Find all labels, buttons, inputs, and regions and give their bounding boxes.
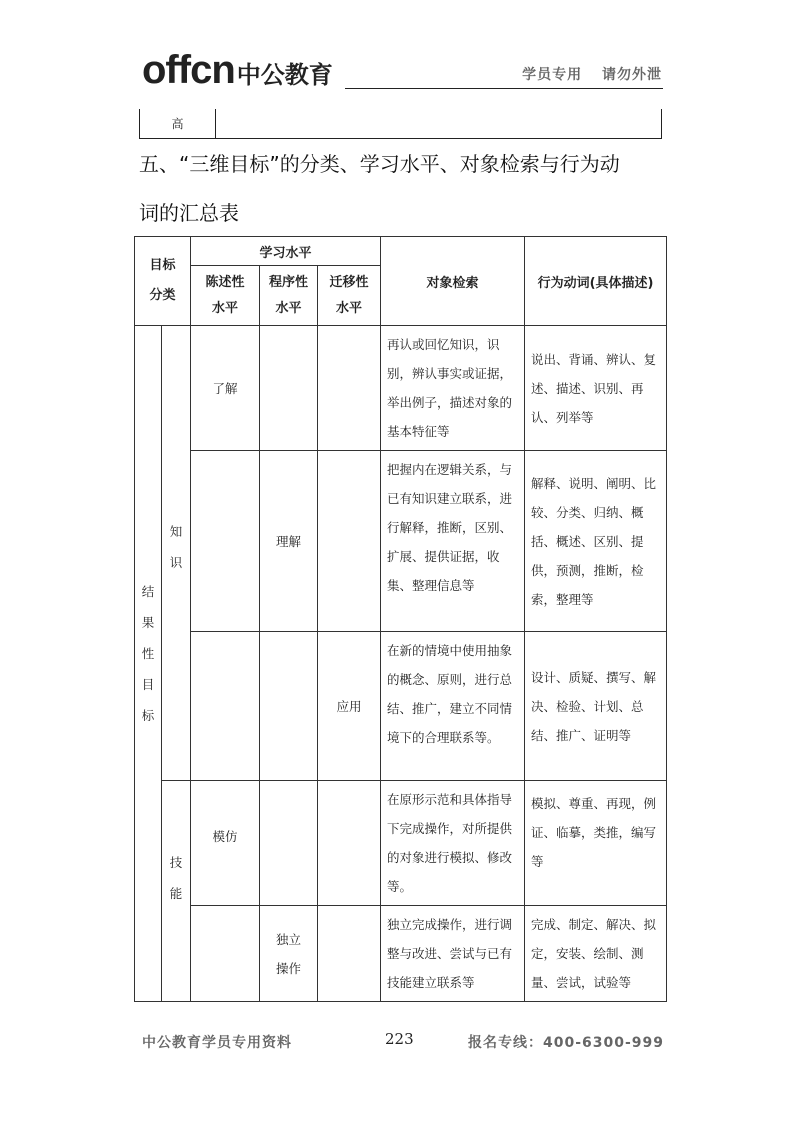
row3-object: 在新的情境中使用抽象的概念、原则，进行总结、推广，建立不同情境下的合理联系等。 [381,632,525,781]
row3-transfer: 应用 [318,632,381,781]
row4-object: 在原形示范和具体指导下完成操作，对所提供的对象进行模拟、修改等。 [381,781,525,906]
row3-verbs: 设计、质疑、撰写、解决、检验、计划、总结、推广、证明等 [525,632,667,781]
header-category [135,237,191,326]
row4-transfer [318,781,381,906]
row4-procedural [260,781,318,906]
header-learning-level: 学习水平 [191,237,381,266]
skill-char: 技 [169,855,183,870]
row5-procedural-l2: 操作 [276,960,302,976]
header-category-l1: 目标 [149,258,176,273]
logo-text-cn: 中公教育 [236,61,333,89]
row1-verbs: 说出、背诵、辨认、复述、描述、识别、再认、列举等 [525,326,667,451]
row5-declarative [191,906,260,1002]
row2-object: 把握内在逻辑关系，与已有知识建立联系，进行解释，推断，区别、扩展、提供证据，收集、整理信息等 [381,451,525,632]
offcn-logo [142,50,333,90]
summary-table [134,236,667,1002]
row1-procedural [260,326,318,451]
header-category-l2: 分类 [149,288,176,303]
outcome-char: 标 [141,708,155,723]
outcome-char: 目 [141,677,155,692]
row5-procedural [260,906,318,1002]
header-object: 对象检索 [381,237,525,326]
header-procedural-l1: 程序性 [269,274,309,290]
knowledge-label [162,326,191,781]
logo-text-en: offcn [142,48,235,92]
row1-transfer [318,326,381,451]
header-transfer [318,266,381,326]
previous-table-cell: 高 [140,109,216,138]
row3-declarative [191,632,260,781]
header-verb: 行为动词(具体描述) [525,237,667,326]
previous-table-row [139,109,662,139]
row5-transfer [318,906,381,1002]
section-heading-line1: 五、“三维目标”的分类、学习水平、对象检索与行为动 [139,152,620,176]
row5-procedural-l1: 独立 [276,931,302,947]
row4-declarative: 模仿 [191,781,260,906]
outcome-char: 结 [141,584,155,599]
outcome-goal-label [135,326,162,1002]
section-heading-line2: 词的汇总表 [139,201,239,225]
outcome-char: 性 [141,646,155,661]
row3-procedural [260,632,318,781]
header-declarative-l2: 水平 [212,300,239,316]
knowledge-char: 识 [169,555,183,570]
row1-object: 再认或回忆知识，识别，辨认事实或证据，举出例子，描述对象的基本特征等 [381,326,525,451]
header-procedural-l2: 水平 [275,300,302,316]
header-rule [345,88,663,89]
knowledge-char: 知 [169,524,183,539]
header-declarative-l1: 陈述性 [205,274,245,290]
row1-declarative: 了解 [191,326,260,451]
footer-left: 中公教育学员专用资料 [142,1035,292,1051]
header-transfer-l2: 水平 [336,300,363,316]
row5-object: 独立完成操作，进行调整与改进、尝试与已有技能建立联系等 [381,906,525,1002]
header-declarative [191,266,260,326]
page-number: 223 [385,1030,414,1048]
outcome-char: 果 [141,615,155,630]
header-note-left: 学员专用 [522,67,583,83]
row2-transfer [318,451,381,632]
header-procedural [260,266,318,326]
header-note-right: 请勿外泄 [602,67,662,83]
header-transfer-l1: 迁移性 [329,274,369,290]
row2-procedural: 理解 [260,451,318,632]
row2-verbs: 解释、说明、阐明、比较、分类、归纳、概括、概述、区别、提供，预测，推断，检索，整理等 [525,451,667,632]
row5-verbs: 完成、制定、解决、拟定，安装、绘制、测量、尝试，试验等 [525,906,667,1002]
header-note [522,64,662,84]
row4-verbs: 模拟、尊重、再现，例证、临摹，类推，编写等 [525,781,667,906]
skill-char: 能 [169,886,183,901]
footer-hotline: 报名专线：400-6300-999 [468,1035,665,1051]
row2-declarative [191,451,260,632]
skill-label [162,781,191,1002]
